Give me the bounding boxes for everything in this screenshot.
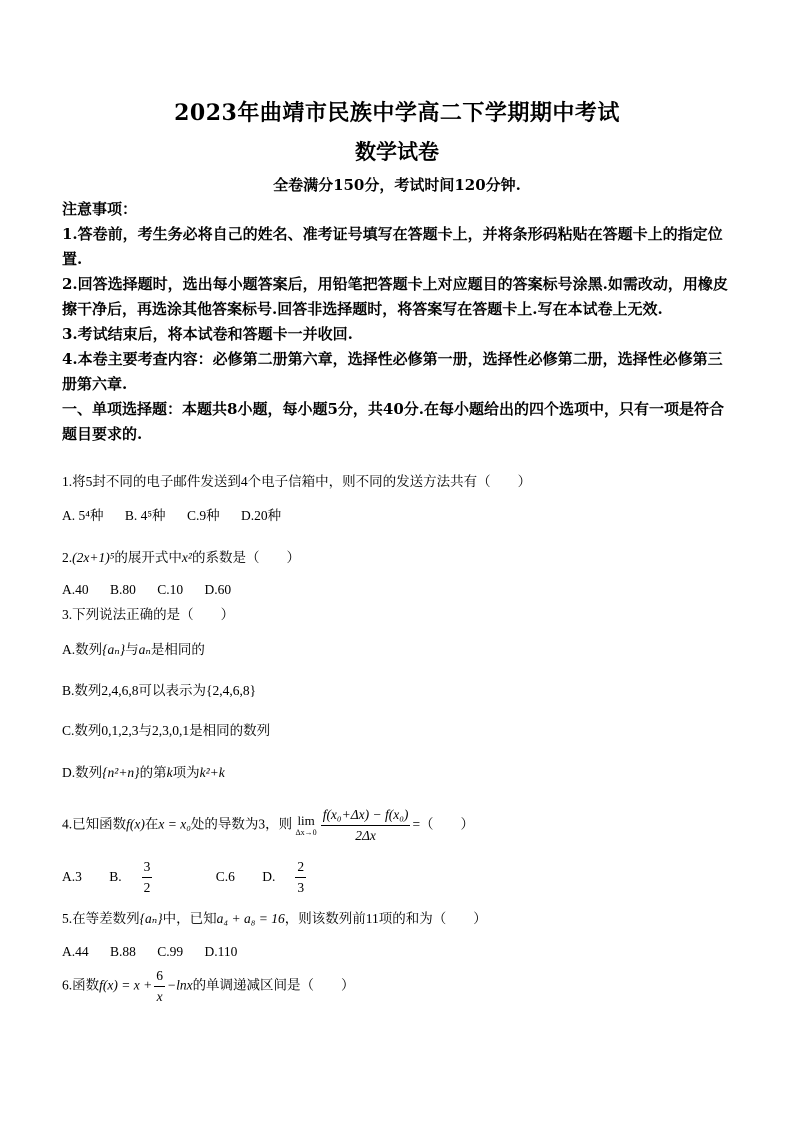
notice-item-3: 3.考试结束后，将本试卷和答题卡一并收回. <box>62 325 353 343</box>
option-c: C.10 <box>157 582 184 597</box>
q6-num: 6 <box>154 966 165 987</box>
question-4-stem <box>62 805 732 846</box>
notice-item-1: 1.答卷前，考生务必将自己的姓名、准考证号填写在答题卡上，并将条形码粘贴在答题卡上的指定位置. <box>62 225 723 268</box>
q3b-mid: 可以表示为 <box>138 683 207 698</box>
q4-lim-sub: Δx→0 <box>295 827 317 837</box>
question-3-stem: 3.下列说法正确的是（ ） <box>62 607 235 622</box>
q5-prefix: 5.在等差数列 <box>62 911 140 926</box>
q4b-num: 3 <box>142 857 153 878</box>
q4-mid2: 处的导数为3，则 <box>190 816 293 832</box>
q3d-prefix: D.数列 <box>62 765 103 780</box>
q3c-prefix: C.数列 <box>62 723 102 738</box>
question-3-option-d <box>62 763 732 783</box>
q3a-expr2: aₙ <box>138 642 151 657</box>
option-b: B.88 <box>110 944 136 959</box>
option-d <box>262 857 342 898</box>
question-6-stem <box>62 966 732 1007</box>
exam-title: 2023年曲靖市民族中学高二下学期期中考试 <box>174 100 620 126</box>
q3c-mid: 与 <box>138 723 153 738</box>
q3b-expr2: {2,4,6,8} <box>206 683 257 698</box>
q5-mid: 中，已知 <box>162 911 217 926</box>
q4-lim-word: lim <box>297 812 315 828</box>
option-d: D.20种 <box>240 508 282 523</box>
option-a: A. 5⁴种 <box>62 508 104 523</box>
question-1-options <box>62 506 732 526</box>
question-3-option-c <box>62 721 732 741</box>
q2-prefix: 2. <box>62 550 73 565</box>
q4-mid: 在 <box>144 816 159 832</box>
question-3-option-b <box>62 681 732 701</box>
q4-point: x = x₀ <box>158 816 191 832</box>
q4-limit <box>296 814 317 838</box>
q5-condition: a₄ + a₈ = 16 <box>216 911 285 926</box>
q4-suffix: =（ ） <box>412 816 475 832</box>
q3c-suffix: 是相同的数列 <box>189 723 271 738</box>
question-5-options <box>62 942 732 962</box>
q3d-mid2: 项为 <box>172 765 200 780</box>
q6-function: f(x) = x + <box>99 977 153 993</box>
q4-prefix: 4.已知函数 <box>62 816 127 832</box>
question-2-options <box>62 580 732 600</box>
question-4-options <box>62 857 732 898</box>
q4-denominator: 2Δx <box>355 828 376 843</box>
q6-den: x <box>156 989 163 1004</box>
q6-tail: −lnx <box>166 977 193 993</box>
option-c: C.6 <box>215 868 235 884</box>
q4b-fraction <box>142 857 171 898</box>
q2-term: x² <box>181 550 192 565</box>
q3c-expr2: 2,3,0,1 <box>152 723 190 738</box>
option-c: C.9种 <box>186 508 220 523</box>
question-1 <box>62 472 732 492</box>
q3d-expr2: k <box>166 765 173 780</box>
q3d-expr1: {n²+n} <box>102 765 140 780</box>
q3a-prefix: A.数列 <box>62 642 103 657</box>
q2-suffix: 的系数是（ ） <box>191 550 300 565</box>
q4d-fraction <box>295 857 324 898</box>
option-b <box>109 857 188 898</box>
q3d-mid: 的第 <box>139 765 167 780</box>
q4-fraction <box>321 805 411 846</box>
q6-fraction <box>154 966 165 1007</box>
option-a: A.40 <box>62 582 89 597</box>
option-c: C.99 <box>157 944 184 959</box>
option-d: D.110 <box>204 944 238 959</box>
q3c-expr1: 0,1,2,3 <box>101 723 139 738</box>
question-2-stem <box>62 548 732 568</box>
q3b-expr1: 2,4,6,8 <box>101 683 139 698</box>
option-d: D.60 <box>204 582 232 597</box>
q5-suffix: ，则该数列前11项的和为（ ） <box>284 911 487 926</box>
question-1-stem: 1.将5封不同的电子邮件发送到4个电子信箱中，则不同的发送方法共有（ ） <box>62 474 532 489</box>
q4d-den: 3 <box>297 880 305 895</box>
q4d-num: 2 <box>295 857 306 878</box>
q3a-expr1: {aₙ} <box>102 642 126 657</box>
option-a: A.3 <box>62 868 82 884</box>
question-5-stem <box>62 909 732 929</box>
question-3-option-a <box>62 640 732 660</box>
q6-suffix: 的单调递减区间是（ ） <box>192 977 355 993</box>
notice-section <box>62 197 732 447</box>
option-b: B. 4⁵种 <box>124 508 166 523</box>
notice-item-2: 2.回答选择题时，选出每小题答案后，用铅笔把答题卡上对应题目的答案标号涂黑.如需改动，用橡皮擦干净后，再选涂其他答案标号.回答非选择题时，将答案写在答题卡上.写在本试卷上无效. <box>62 275 728 318</box>
q4b-den: 2 <box>143 880 151 895</box>
q3a-mid: 与 <box>125 642 139 657</box>
q3d-expr3: k²+k <box>199 765 225 780</box>
q3a-suffix: 是相同的 <box>150 642 205 657</box>
q4d-prefix: D. <box>262 868 276 884</box>
q5-sequence: {aₙ} <box>139 911 163 926</box>
q3b-prefix: B.数列 <box>62 683 102 698</box>
section-one-heading: 一、单项选择题：本题共8小题，每小题5分，共40分.在每小题给出的四个选项中，只有一项是符合题目要求的. <box>62 400 724 443</box>
exam-subtitle: 数学试卷 <box>355 139 439 164</box>
notice-item-4: 4.本卷主要考查内容：必修第二册第六章，选择性必修第一册，选择性必修第二册，选择性必修第三册第六章. <box>62 350 723 393</box>
q4b-prefix: B. <box>109 868 122 884</box>
q2-mid: 的展开式中 <box>114 550 182 565</box>
q4-function: f(x) <box>126 816 145 832</box>
notice-heading: 注意事项： <box>62 200 138 218</box>
q2-expression: (2x+1)⁵ <box>72 550 115 565</box>
option-b: B.80 <box>110 582 136 597</box>
q4-numerator: f(x₀+Δx) − f(x₀) <box>321 805 411 826</box>
q6-prefix: 6.函数 <box>62 977 100 993</box>
option-a: A.44 <box>62 944 89 959</box>
score-time-line: 全卷满分150分，考试时间120分钟. <box>273 176 521 194</box>
